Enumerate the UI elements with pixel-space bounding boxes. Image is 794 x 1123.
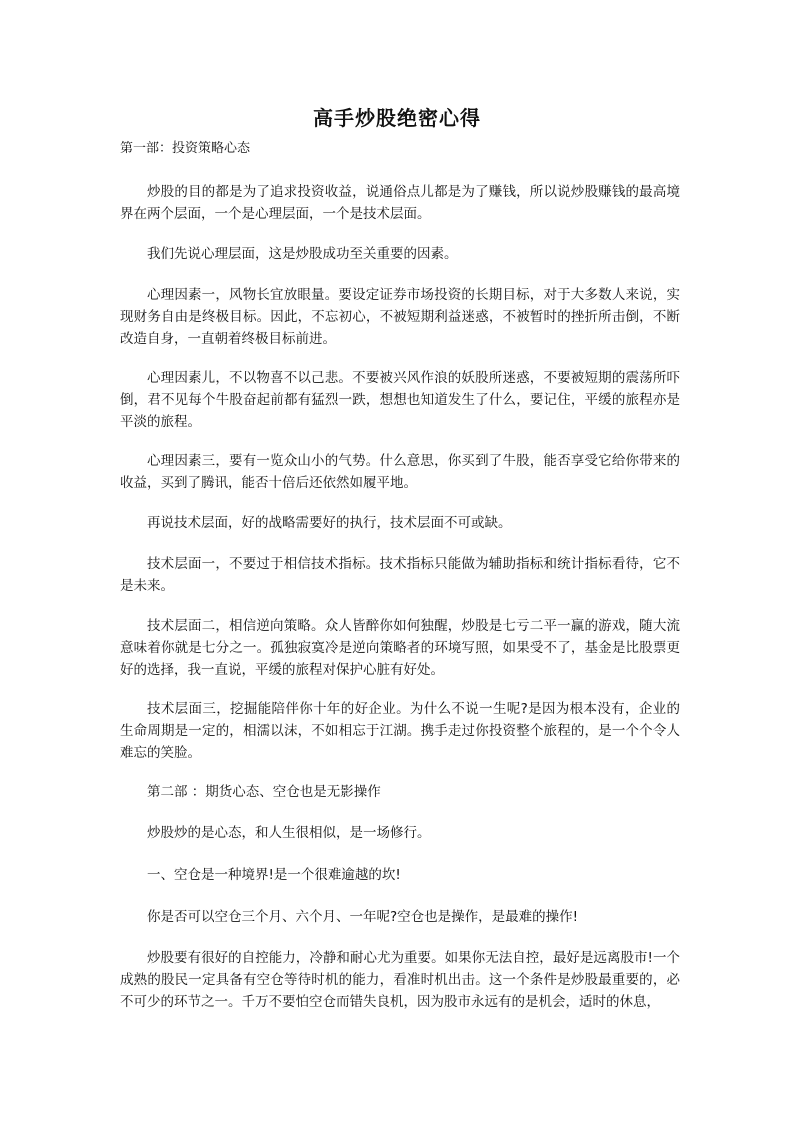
paragraph: 炒股要有很好的自控能力，冷静和耐心尤为重要。如果你无法自控，最好是远离股市!一个成熟的股民一定具备有空仓等待时机的能力，看准时机出击。这一个条件是炒股最重要的，必不可少的环节之一。千万不要怕空仓而错失良机，因为股市永远有的是机会，适时的休息， — [120, 950, 680, 1010]
paragraph: 技术层面三，挖掘能陪伴你十年的好企业。为什么不说一生呢?是因为根本没有，企业的生命周期是一定的，相濡以沫，不如相忘于江湖。携手走过你投资整个旅程的，是一个个令人难忘的笑脸。 — [120, 701, 680, 761]
paragraph: 技术层面一，不要过于相信技术指标。技术指标只能做为辅助指标和统计指标看待，它不是未来。 — [120, 556, 680, 594]
paragraph: 我们先说心理层面，这是炒股成功至关重要的因素。 — [147, 246, 458, 262]
paragraph: 技术层面二，相信逆向策略。众人皆醉你如何独醒，炒股是七亏二平一赢的游戏，随大流意味着你就是七分之一。孤独寂寞冷是逆向策略者的环境写照，如果受不了，基金是比股票更好的选择，我一直说，平缓的旅程对保护心脏有好处。 — [120, 618, 680, 678]
paragraph: 心理因素一，风物长宜放眼量。要设定证券市场投资的长期目标，对于大多数人来说，实现财务自由是终极目标。因此，不忘初心，不被短期利益迷惑，不被暂时的挫折所击倒，不断改造自身，一直朝着终极目标前进。 — [120, 287, 680, 347]
paragraph: 再说技术层面，好的战略需要好的执行，技术层面不可或缺。 — [147, 515, 512, 531]
paragraph: 心理因素三，要有一览众山小的气势。什么意思，你买到了牛股，能否享受它给你带来的收益，买到了腾讯，能否十倍后还依然如履平地。 — [120, 453, 680, 491]
paragraph: 炒股炒的是心态，和人生很相似，是一场修行。 — [147, 825, 431, 841]
part2-heading: 第二部 ：期货心态、空仓也是无影操作 — [147, 784, 381, 800]
paragraph: 你是否可以空仓三个月、六个月、一年呢?空仓也是操作，是最难的操作! — [147, 909, 579, 925]
document-title: 高手炒股绝密心得 — [313, 106, 481, 130]
paragraph: 炒股的目的都是为了追求投资收益，说通俗点儿都是为了赚钱，所以说炒股赚钱的最高境界在两个层面，一个是心理层面，一个是技术层面。 — [120, 184, 680, 222]
paragraph: 心理因素儿，不以物喜不以己悲。不要被兴风作浪的妖股所迷惑，不要被短期的震荡所吓倒，君不见每个牛股奋起前都有猛烈一跌，想想也知道发生了什么，要记住，平缓的旅程亦是平淡的旅程。 — [120, 370, 680, 430]
paragraph: 一、空仓是一种境界!是一个很难逾越的坎! — [147, 867, 401, 883]
part1-heading: 第一部：投资策略心态 — [120, 141, 251, 156]
